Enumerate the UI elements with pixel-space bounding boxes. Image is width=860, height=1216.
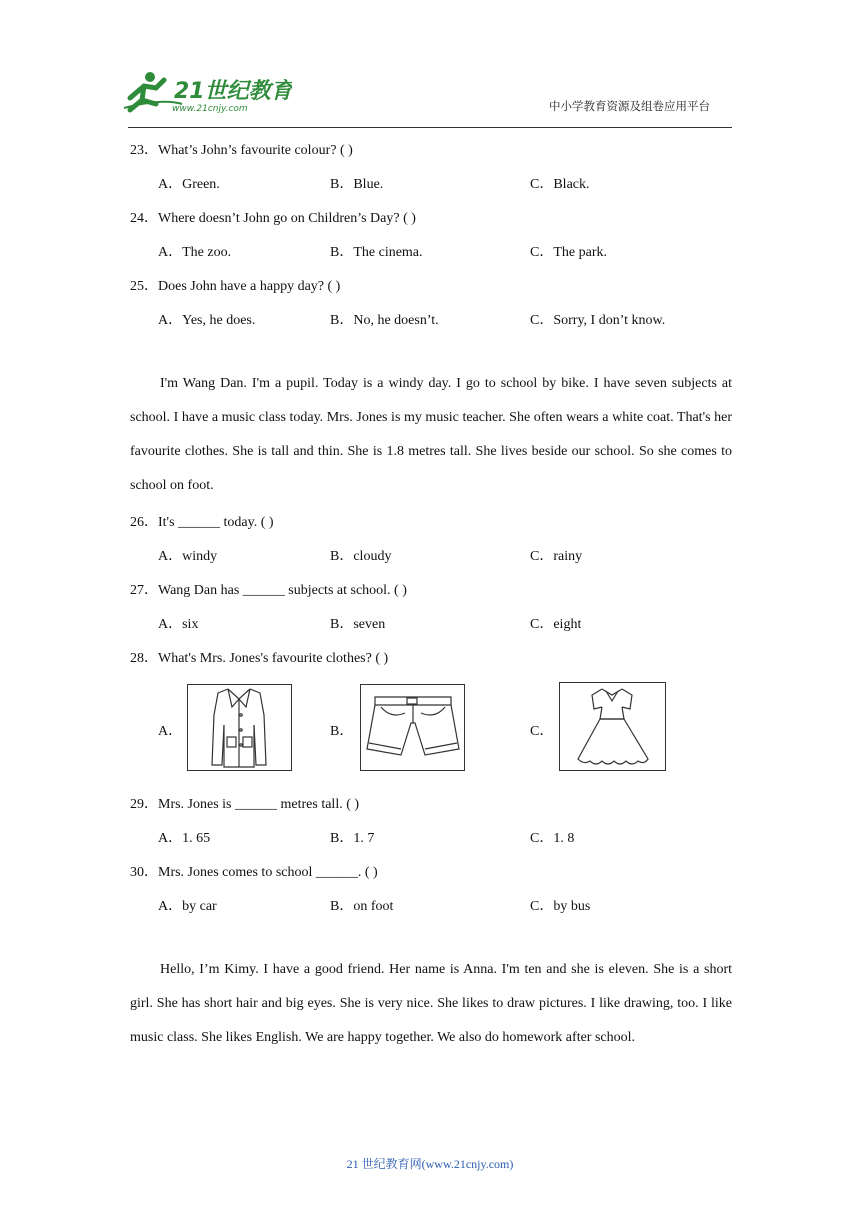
q29-option-c: C．1. 8	[530, 831, 575, 846]
q25-option-b: B．No, he doesn’t.	[330, 313, 439, 328]
question-27: 27．Wang Dan has ______ subjects at school. ( )	[130, 583, 407, 598]
question-28: 28．What's Mrs. Jones's favourite clothes? ( )	[130, 651, 389, 666]
q23-option-b: B．Blue.	[330, 177, 384, 192]
svg-text:www.21cnjy.com: www.21cnjy.com	[172, 104, 248, 114]
q29-option-b: B．1. 7	[330, 831, 375, 846]
q24-option-a: A．The zoo.	[158, 245, 232, 260]
coat-image	[187, 684, 292, 771]
q26-option-c: C．rainy	[530, 549, 583, 564]
shorts-icon	[361, 685, 464, 770]
q26-option-b: B．cloudy	[330, 549, 392, 564]
reading-passage-wang-dan: I'm Wang Dan. I'm a pupil. Today is a windy day. I go to school by bike. I have seven subjects at school. I have a music class today. Mrs. Jones is my music teacher. She often wears a white coat. That's her favourite clothes. She is tall and thin. She is 1.8 metres tall. She lives beside our school. So she comes to school on foot.	[130, 376, 732, 493]
q29-option-a: A．1. 65	[158, 831, 211, 846]
svg-text:21世纪教育: 21世纪教育	[174, 79, 292, 104]
platform-tagline: 中小学教育资源及组卷应用平台	[549, 99, 710, 113]
question-26: 26．It's ______ today. ( )	[130, 515, 274, 530]
runner-logo-icon	[122, 68, 292, 116]
reading-passage-kimy: Hello, I’m Kimy. I have a good friend. Her name is Anna. I'm ten and she is eleven. She is a short girl. She has short hair and big eyes. She is very nice. She likes to draw pictures. I like drawing, too. I like music class. She likes English. We are happy together. We also do homework after school.	[130, 962, 732, 1045]
question-25: 25．Does John have a happy day? ( )	[130, 279, 341, 294]
q30-option-c: C．by bus	[530, 899, 591, 914]
question-23: 23．What’s John’s favourite colour? ( )	[130, 143, 353, 158]
shorts-image	[360, 684, 465, 771]
q25-option-a: A．Yes, he does.	[158, 313, 256, 328]
q28-option-b-label: B．	[330, 724, 354, 739]
q25-option-c: C．Sorry, I don’t know.	[530, 313, 666, 328]
question-24: 24．Where doesn’t John go on Children’s Day? ( )	[130, 211, 416, 226]
q23-option-a: A．Green.	[158, 177, 220, 192]
q23-option-c: C．Black.	[530, 177, 590, 192]
header-divider	[128, 127, 732, 128]
q24-option-b: B．The cinema.	[330, 245, 423, 260]
site-logo	[122, 68, 292, 116]
q28-option-c-label: C．	[530, 724, 554, 739]
q30-option-b: B．on foot	[330, 899, 394, 914]
q27-option-b: B．seven	[330, 617, 386, 632]
question-30: 30．Mrs. Jones comes to school ______. ( )	[130, 865, 378, 880]
dress-icon	[560, 683, 665, 770]
q27-option-a: A．six	[158, 617, 199, 632]
q24-option-c: C．The park.	[530, 245, 607, 260]
q26-option-a: A．windy	[158, 549, 218, 564]
dress-image	[559, 682, 666, 771]
q30-option-a: A．by car	[158, 899, 217, 914]
q28-option-a-label: A．	[158, 724, 183, 739]
page-footer: 21 世纪教育网(www.21cnjy.com)	[346, 1157, 514, 1171]
coat-icon	[188, 685, 291, 770]
q27-option-c: C．eight	[530, 617, 582, 632]
question-29: 29．Mrs. Jones is ______ metres tall. ( )	[130, 797, 360, 812]
